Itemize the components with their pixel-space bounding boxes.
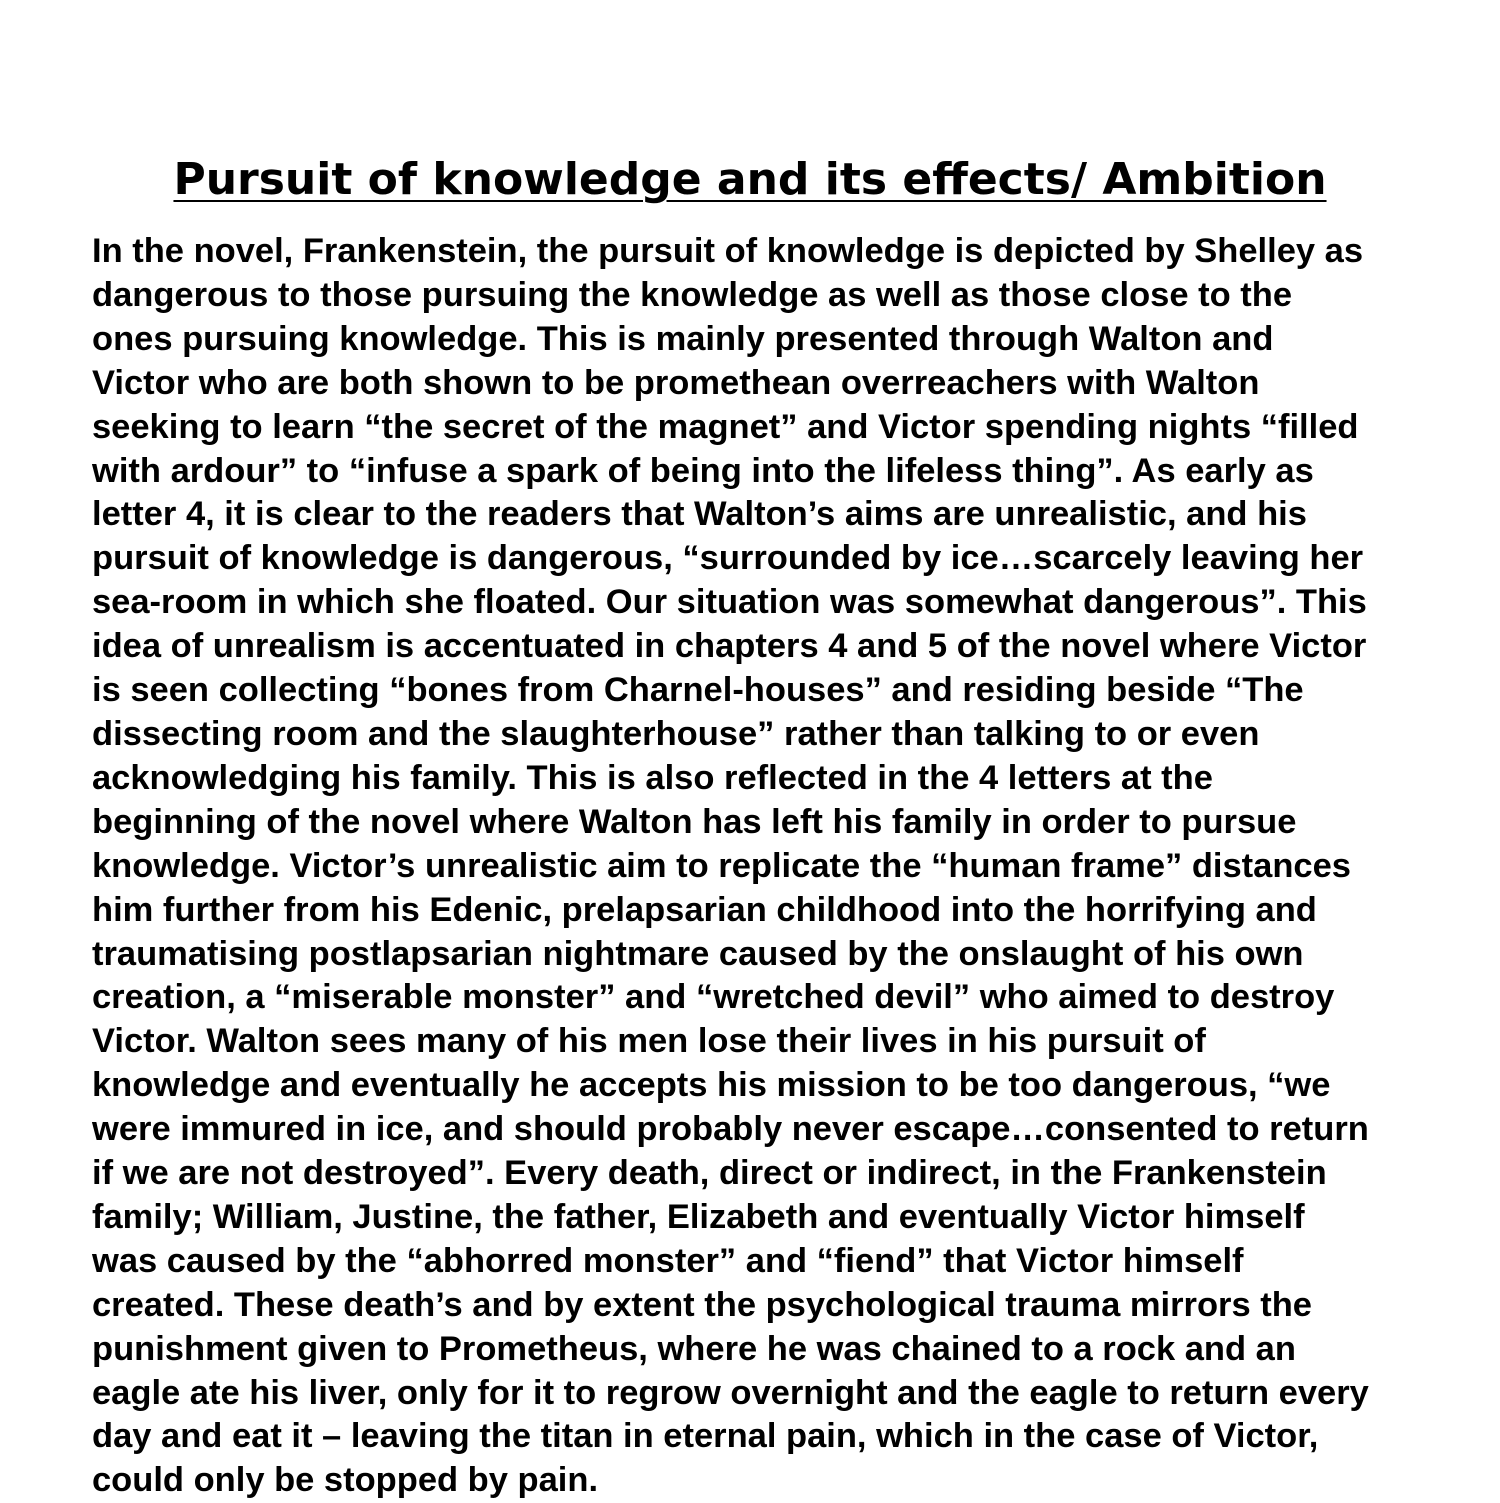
paragraph-line: seeking to learn “the secret of the magnet” and Victor spending nights “filled	[92, 407, 1359, 446]
paragraph-line: were immured in ice, and should probably never escape…consented to return	[92, 1110, 1369, 1149]
paragraph-line: created. These death’s and by extent the psychological trauma mirrors the	[92, 1285, 1312, 1324]
paragraph-line: creation, a “miserable monster” and “wretched devil” who aimed to destroy	[92, 978, 1335, 1017]
paragraph-line: eagle ate his liver, only for it to regrow overnight and the eagle to return every	[92, 1373, 1369, 1412]
paragraph-line: In the novel, Frankenstein, the pursuit of knowledge is depicted by Shelley as	[92, 232, 1364, 270]
paragraph-line: pursuit of knowledge is dangerous, “surrounded by ice…scarcely leaving her	[92, 539, 1364, 578]
paragraph-line: day and eat it – leaving the titan in eternal pain, which in the case of Victor,	[92, 1417, 1319, 1456]
paragraph-line: idea of unrealism is accentuated in chapters 4 and 5 of the novel where Victor	[92, 627, 1367, 666]
paragraph-line: sea-room in which she floated. Our situation was somewhat dangerous”. This	[92, 583, 1367, 622]
paragraph-line: letter 4, it is clear to the readers that Walton’s aims are unrealistic, and his	[92, 495, 1307, 534]
paragraph-line: could only be stopped by pain.	[92, 1461, 599, 1500]
paragraph-line: traumatising postlapsarian nightmare caused by the onslaught of his own	[92, 934, 1304, 973]
paragraph-line: dissecting room and the slaughterhouse” rather than talking to or even	[92, 714, 1260, 753]
body-paragraph	[92, 230, 1422, 1503]
paragraph-line: was caused by the “abhorred monster” and “fiend” that Victor himself	[92, 1241, 1244, 1280]
paragraph-line: punishment given to Prometheus, where he was chained to a rock and an	[92, 1329, 1296, 1368]
paragraph-line: acknowledging his family. This is also reflected in the 4 letters at the	[92, 758, 1213, 797]
paragraph-line: dangerous to those pursuing the knowledge as well as those close to the	[92, 275, 1293, 314]
paragraph-line: knowledge and eventually he accepts his mission to be too dangerous, “we	[92, 1066, 1331, 1105]
paragraph-line: beginning of the novel where Walton has left his family in order to pursue	[92, 802, 1297, 841]
paragraph-line: family; William, Justine, the father, Elizabeth and eventually Victor himself	[92, 1197, 1305, 1236]
paragraph-line: Victor who are both shown to be promethean overreachers with Walton	[92, 363, 1260, 402]
paragraph-line: with ardour” to “infuse a spark of being into the lifeless thing”. As early as	[92, 451, 1314, 490]
paragraph-line: knowledge. Victor’s unrealistic aim to replicate the “human frame” distances	[92, 846, 1351, 885]
page-title: Pursuit of knowledge and its effects/ Ambition	[173, 154, 1327, 205]
paragraph-line: ones pursuing knowledge. This is mainly presented through Walton and	[92, 319, 1274, 358]
paragraph-line: if we are not destroyed”. Every death, direct or indirect, in the Frankenstein	[92, 1154, 1327, 1193]
paragraph-line: him further from his Edenic, prelapsarian childhood into the horrifying and	[92, 890, 1317, 929]
paragraph-line: is seen collecting “bones from Charnel-houses” and residing beside “The	[92, 671, 1304, 710]
paragraph-line: Victor. Walton sees many of his men lose their lives in his pursuit of	[92, 1022, 1206, 1061]
